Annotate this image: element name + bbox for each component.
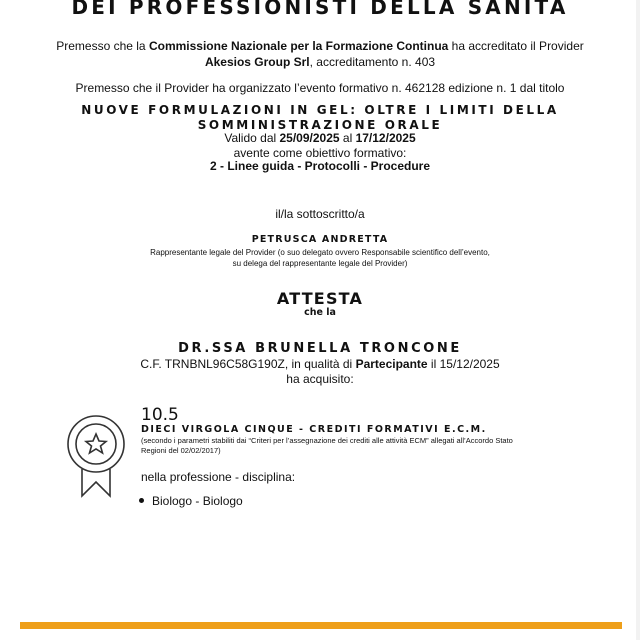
- profession-label: nella professione - disciplina:: [141, 470, 296, 484]
- text: , accreditamento n. 403: [309, 55, 436, 69]
- discipline-item: [139, 495, 243, 507]
- objective-label: avente come obiettivo formativo:: [233, 146, 407, 160]
- validity: [0, 132, 640, 144]
- participant-name: DR.SSA BRUNELLA TRONCONE: [178, 341, 462, 356]
- premise-1-line-1: [0, 40, 640, 52]
- text: Valido dal: [224, 131, 280, 145]
- premise-2: Premesso che il Provider ha organizzato l’evento formativo n. 462128 edizione n. 1 dal titolo: [75, 81, 565, 95]
- signer-role-line-1: Rappresentante legale del Provider (o suo delegato ovvero Responsabile scientifico dell’evento,: [150, 248, 490, 257]
- valid-from: 25/09/2025: [279, 131, 340, 145]
- credits-note-line-1: (secondo i parametri stabiliti dai “Criteri per l’assegnazione dei crediti alle attività ECM” allegati all’Accordo Stato: [141, 436, 513, 445]
- text: C.F. TRNBNL96C58G190Z, in qualità di: [140, 357, 356, 371]
- commission-name: Commissione Nazionale per la Formazione Continua: [148, 39, 449, 53]
- document-title: DEI PROFESSIONISTI DELLA SANITA: [71, 0, 569, 19]
- credits-value: 10.5: [141, 405, 179, 425]
- provider-name: Akesios Group Srl: [204, 55, 310, 69]
- objective: 2 - Linee guida - Protocolli - Procedure: [209, 159, 431, 173]
- discipline-text: Biologo - Biologo: [152, 494, 243, 508]
- text: Premesso che la: [56, 39, 149, 53]
- participant-role: Partecipante: [355, 357, 428, 371]
- event-title-line-1: NUOVE FORMULAZIONI IN GEL: OLTRE I LIMITI DELLA: [81, 103, 559, 117]
- medal-star-icon: [66, 412, 128, 500]
- text: il 15/12/2025: [427, 357, 500, 371]
- participant-details: [0, 358, 640, 370]
- event-title-line-2: SOMMINISTRAZIONE ORALE: [197, 118, 443, 132]
- attesta-sub: che la: [304, 307, 336, 318]
- credits-words: DIECI VIRGOLA CINQUE - CREDITI FORMATIVI E.C.M.: [141, 424, 487, 435]
- premise-1-line-2: [0, 56, 640, 68]
- credits-note-line-2: Regioni del 02/02/2017): [141, 446, 221, 455]
- signer-role-line-2: su delega del rappresentante legale del Provider): [232, 259, 408, 268]
- signer-intro: il/la sottoscritto/a: [275, 207, 365, 221]
- signer-name: PETRUSCA ANDRETTA: [251, 234, 389, 245]
- attesta-heading: ATTESTA: [276, 289, 364, 308]
- bullet-icon: [139, 498, 144, 503]
- footer-accent-bar: [20, 622, 622, 629]
- acquired-label: ha acquisito:: [286, 372, 354, 386]
- text: ha accreditato il Provider: [448, 39, 584, 53]
- page-edge: [636, 0, 640, 640]
- text: al: [339, 131, 356, 145]
- valid-to: 17/12/2025: [355, 131, 416, 145]
